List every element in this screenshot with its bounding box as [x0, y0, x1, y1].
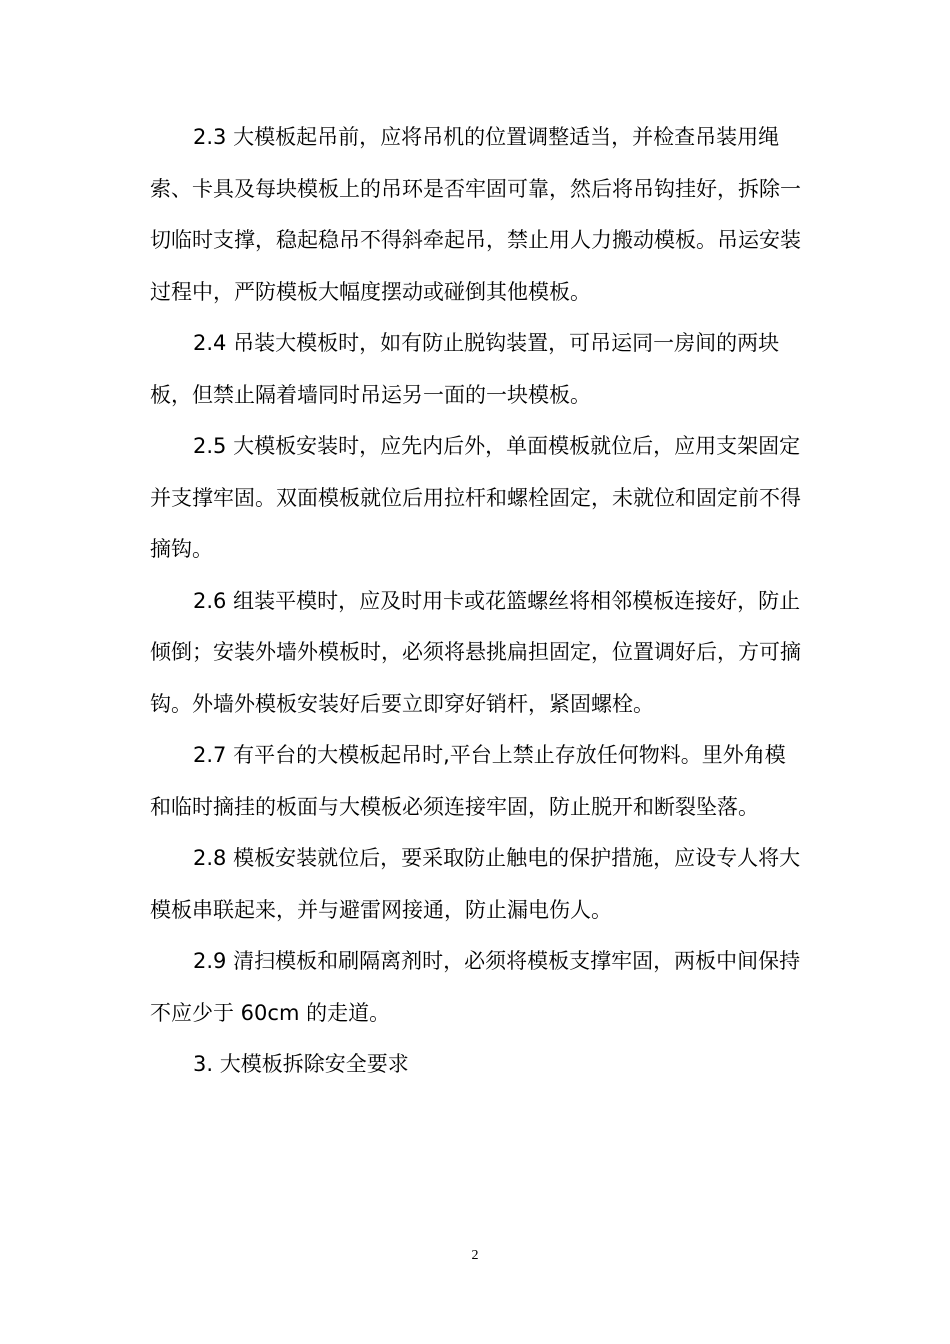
paragraph-2-6: 2.6 组装平模时，应及时用卡或花篮螺丝将相邻模板连接好，防止倾倒；安装外墙外模板时，必须将悬挑扁担固定，位置调好后，方可摘钩。外墙外模板安装好后要立即穿好销杆，紧固螺栓。 — [150, 588, 801, 716]
document-body — [150, 112, 802, 1091]
paragraph-2-4: 2.4 吊装大模板时，如有防止脱钩装置，可吊运同一房间的两块板，但禁止隔着墙同时吊运另一面的一块模板。 — [150, 331, 780, 407]
paragraph-2-5: 2.5 大模板安装时，应先内后外，单面模板就位后，应用支架固定并支撑牢固。双面模板就位后用拉杆和螺栓固定，未就位和固定前不得摘钩。 — [150, 434, 801, 561]
page-number: 2 — [471, 1248, 479, 1263]
paragraph-2-8: 2.8 模板安装就位后，要采取防止触电的保护措施，应设专人将大模板串联起来，并与避雷网接通，防止漏电伤人。 — [150, 846, 801, 922]
section-heading-3: 3. 大模板拆除安全要求 — [193, 1052, 409, 1076]
paragraph-2-9: 2.9 清扫模板和刷隔离剂时，必须将模板支撑牢固，两板中间保持不应少于 60cm 的走道。 — [150, 949, 801, 1025]
paragraph-2-7: 2.7 有平台的大模板起吊时,平台上禁止存放任何物料。里外角模和临时摘挂的板面与大模板必须连接牢固，防止脱开和断裂坠落。 — [150, 743, 786, 819]
paragraph-2-3: 2.3 大模板起吊前，应将吊机的位置调整适当，并检查吊装用绳索、卡具及每块模板上的吊环是否牢固可靠，然后将吊钩挂好，拆除一切临时支撑，稳起稳吊不得斜牵起吊，禁止用人力搬动模板。吊运安装过程中，严防模板大幅度摆动或碰倒其他模板。 — [150, 125, 801, 304]
